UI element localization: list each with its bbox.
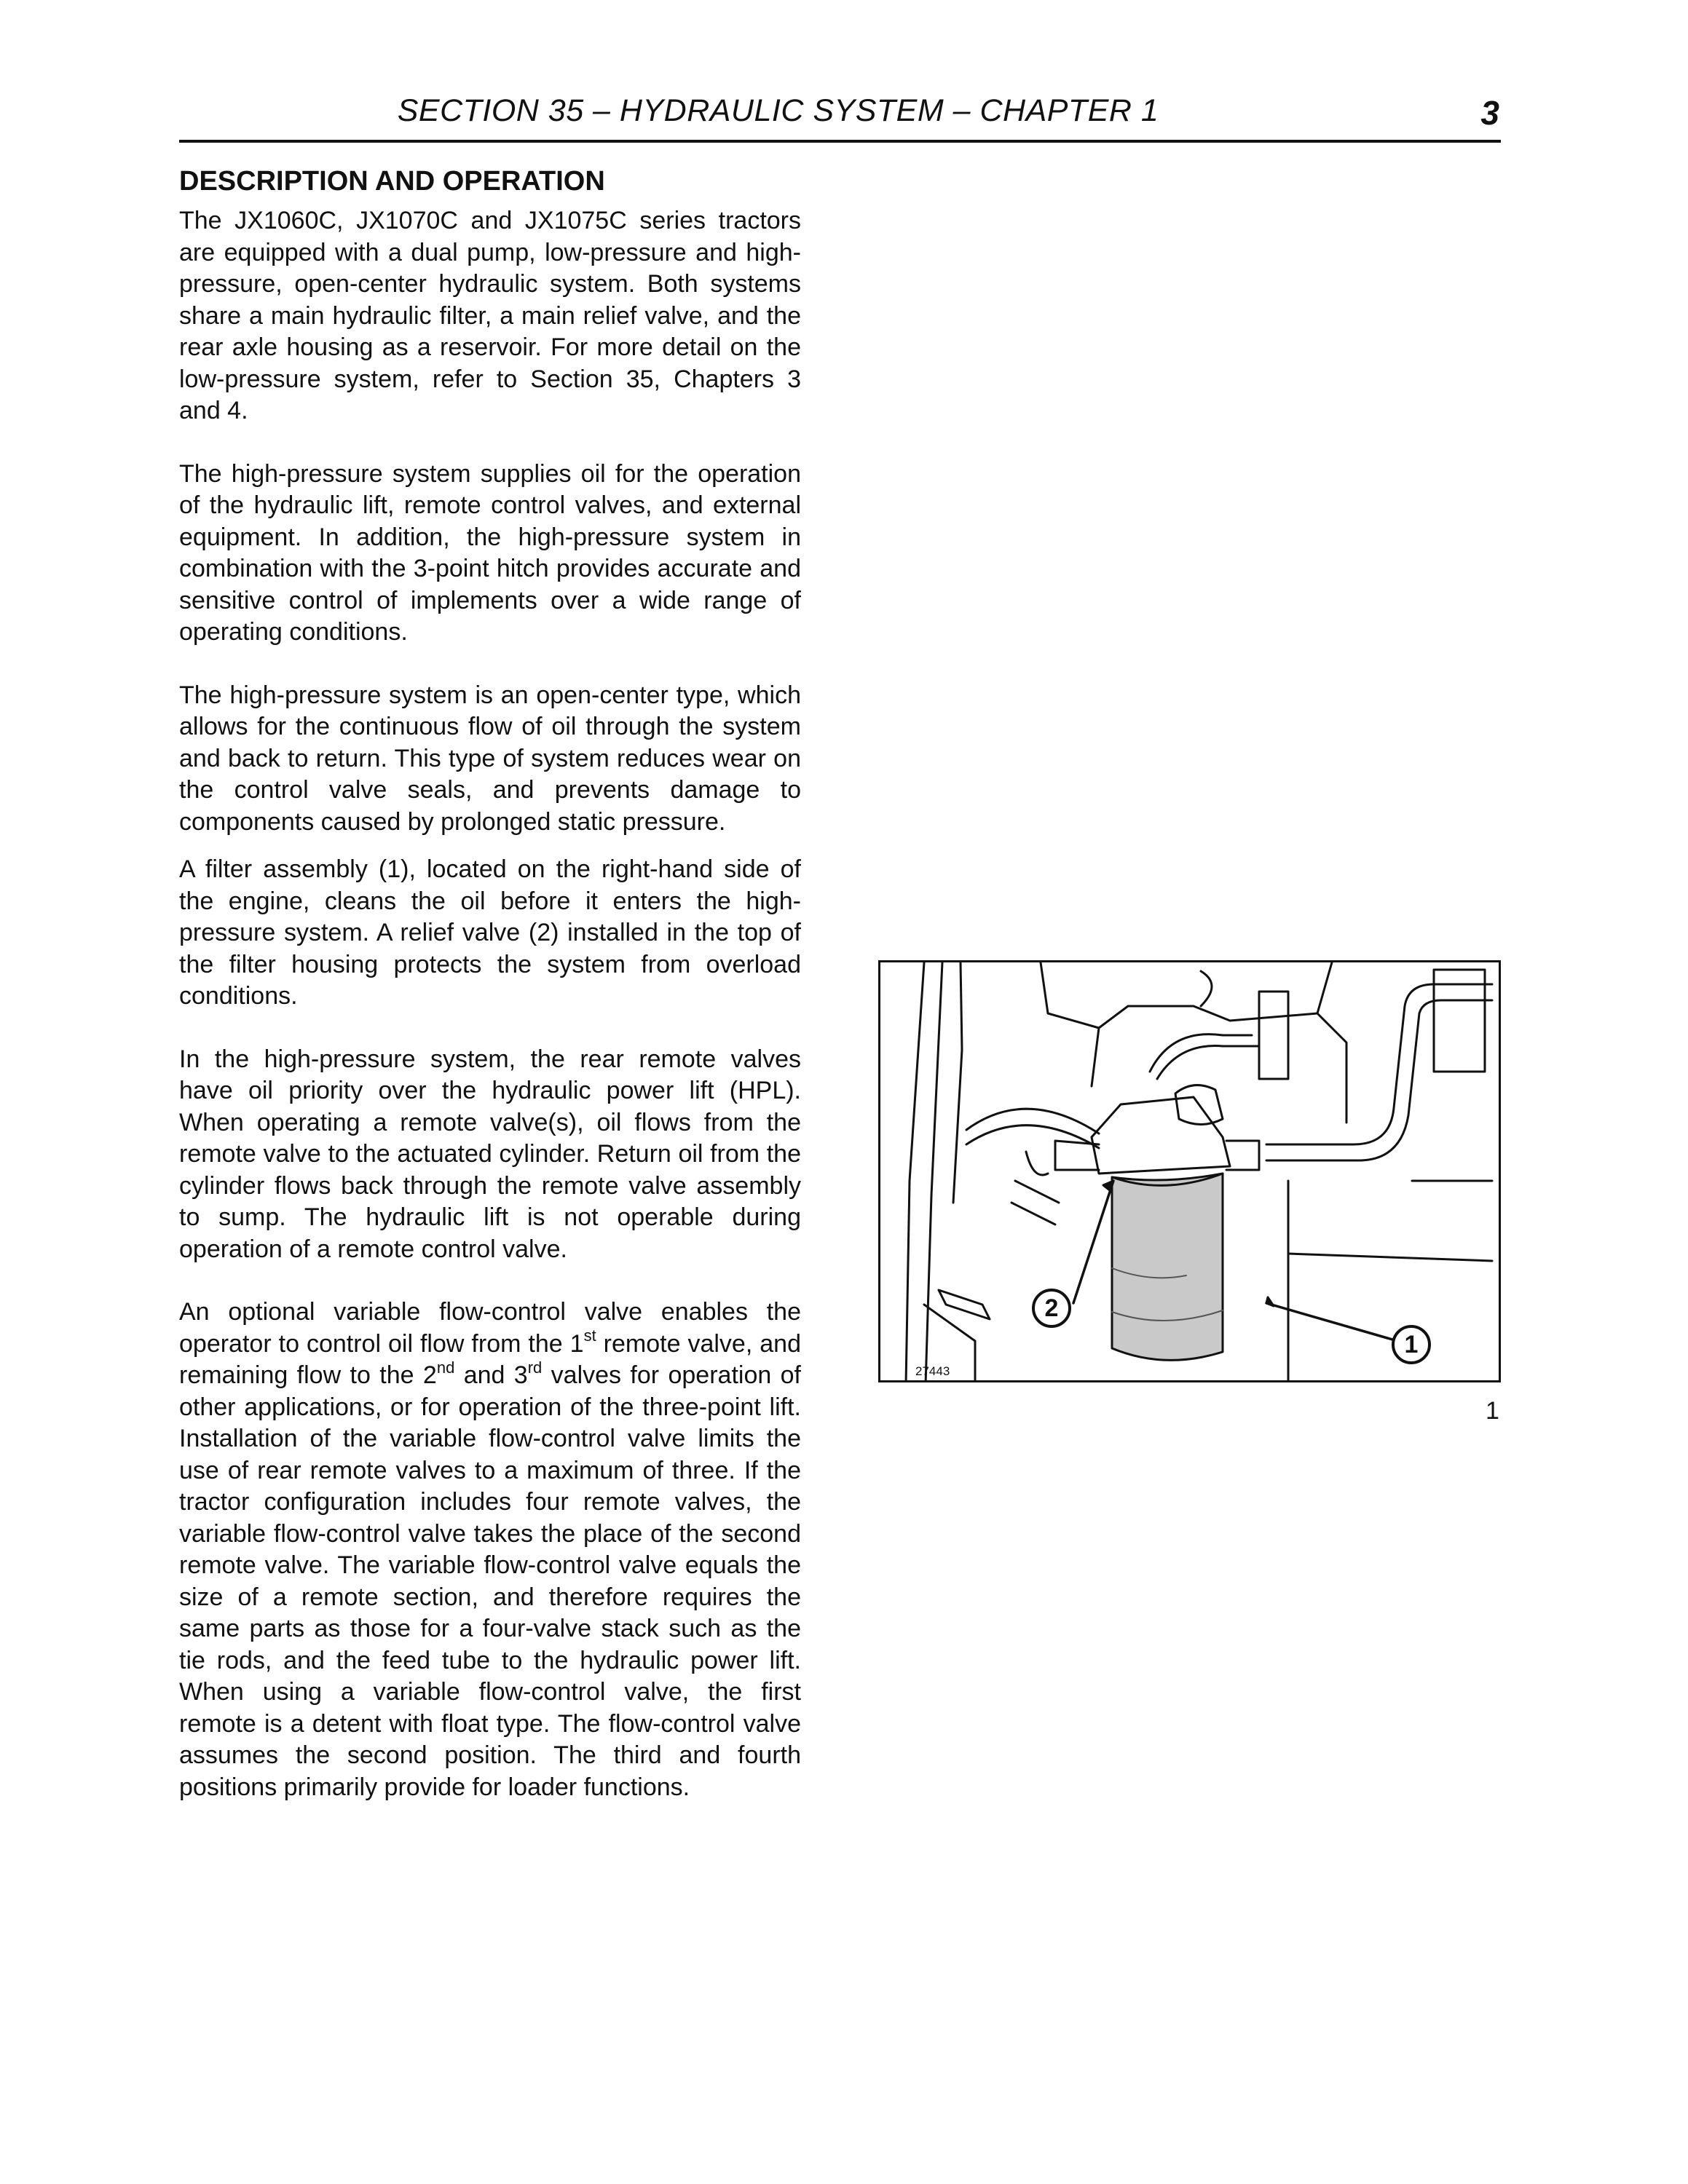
p6-sup-3: rd xyxy=(527,1358,543,1377)
paragraph-4: A filter assembly (1), located on the right-hand side of the engine, cleans the oil before it enters the high-pressure system. A relief valve (2) installed in the top of the filter housing protects the system from overload conditions. xyxy=(179,855,801,1010)
header-title: SECTION 35 – HYDRAULIC SYSTEM – CHAPTER 1 xyxy=(397,93,1159,128)
paragraph-6 xyxy=(179,1297,801,1803)
paragraph-3: The high-pressure system is an open-center type, which allows for the continuous flow of oil through the system and back to return. This type of system reduces wear on the control valve seals, and prevents damage to components caused by prolonged static pressure. xyxy=(179,681,801,836)
filter-assembly-figure xyxy=(878,960,1501,1382)
p6-text-1: An optional variable flow-control valve enables the operator to control oil flow from the 1 xyxy=(179,1298,801,1358)
body-column xyxy=(179,205,801,1803)
section-heading: DESCRIPTION AND OPERATION xyxy=(179,166,605,197)
page-number: 3 xyxy=(1480,94,1499,132)
p6-sup-2: nd xyxy=(436,1358,455,1377)
figure-code: 27443 xyxy=(915,1364,950,1378)
paragraph-2: The high-pressure system supplies oil for the operation of the hydraulic lift, remote control valves, and external equipment. In addition, the high-pressure system in combination with the 3-point hitch provides accurate and sensitive control of implements over a wide range of operating conditions. xyxy=(179,459,801,646)
page-header xyxy=(179,93,1501,143)
p6-text-4: valves for operation of other applications, or for operation of the three-point lift. Installation of the variable flow-control valve limits the use of rear remote valves to a maximum of three. If the tractor configuration includes four remote valves, the variable flow-control valve takes the place of the second remote valve. The variable flow-control valve equals the size of a remote section, and therefore requires the same parts as those for a four-valve stack such as the tie rods, and the feed tube to the hydraulic power lift. When using a variable flow-control valve, the first remote is a detent with float type. The flow-control valve assumes the second position. The third and fourth positions primarily provide for loader functions. xyxy=(179,1361,801,1801)
p6-text-2: remote valve, and remaining flow to the 2 xyxy=(179,1329,801,1389)
paragraph-1: The JX1060C, JX1070C and JX1075C series tractors are equipped with a dual pump, low-pressure and high-pressure, open-center hydraulic system. Both systems share a main hydraulic filter, a main relief valve, and the rear axle housing as a reservoir. For more detail on the low-pressure system, refer to Section 35, Chapters 3 and 4. xyxy=(179,207,801,424)
figure-number: 1 xyxy=(1486,1397,1499,1425)
paragraph-5: In the high-pressure system, the rear remote valves have oil priority over the hydraulic power lift (HPL). When operating a remote valve(s), oil flows from the remote valve to the actuated cylinder. Return oil from the cylinder flows back through the remote valve assembly to sump. The hydraulic lift is not operable during operation of a remote control valve. xyxy=(179,1045,801,1263)
p6-text-3: and 3 xyxy=(454,1361,528,1389)
callout-2: 2 xyxy=(1032,1289,1071,1328)
callout-1: 1 xyxy=(1392,1325,1431,1364)
filter-assembly-illustration xyxy=(880,962,1501,1382)
p6-sup-1: st xyxy=(583,1326,596,1345)
